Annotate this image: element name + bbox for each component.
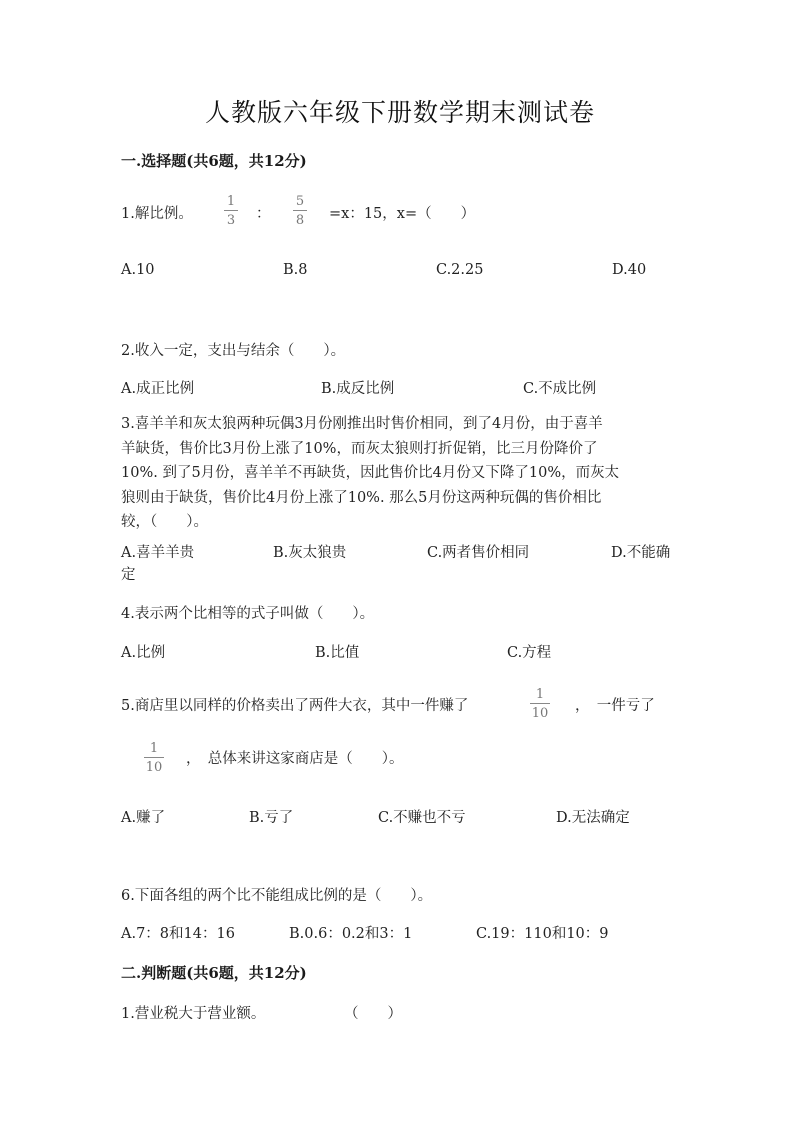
q5-option-a[interactable]: A.赚了 [121, 810, 166, 826]
q2-option-c[interactable]: C.不成比例 [523, 381, 597, 397]
fraction-numerator: 1 [226, 194, 236, 209]
fraction-bar [530, 703, 550, 704]
q6-option-a[interactable]: A.7：8和14：16 [121, 926, 235, 942]
q3-option-d[interactable]: D.不能确 [611, 545, 671, 561]
q2-option-a[interactable]: A.成正比例 [121, 381, 195, 397]
q2-option-b[interactable]: B.成反比例 [321, 381, 395, 397]
fraction-denominator: 10 [145, 760, 163, 775]
q3-option-a[interactable]: A.喜羊羊贵 [121, 545, 195, 561]
fraction-five-eighths [293, 194, 307, 228]
q6-option-c[interactable]: C.19：110和10：9 [476, 926, 609, 942]
q1-option-b[interactable]: B.8 [283, 262, 308, 278]
question-3-line: 狼则由于缺货，售价比4月份上涨了10%. 那么5月份这两种玩偶的售价相比 [121, 489, 602, 506]
fraction-bar [293, 210, 307, 211]
question-3-line: 较，（ ）。 [121, 514, 208, 530]
ratio-colon: ： [256, 206, 271, 222]
question-2: 2.收入一定，支出与结余（ ）。 [121, 343, 346, 359]
answer-blank[interactable]: （ ） [344, 1006, 402, 1022]
question-5-suffix: ， 总体来讲这家商店是（ ）。 [186, 751, 404, 767]
section-heading-judgement: 二.判断题(共6题，共12分) [121, 964, 307, 982]
q1-option-a[interactable]: A.10 [121, 262, 155, 278]
question-3-line: 10%. 到了5月份，喜羊羊不再缺货，因此售价比4月份又下降了10%，而灰太 [121, 465, 620, 481]
question-4: 4.表示两个比相等的式子叫做（ ）。 [121, 606, 375, 622]
fraction-one-third [224, 194, 238, 228]
fraction-denominator: 8 [295, 213, 305, 228]
q3-option-b[interactable]: B.灰太狼贵 [273, 545, 347, 561]
q3-option-d-wrap: 定 [121, 567, 136, 583]
section-heading-choice: 一.选择题(共6题，共12分) [121, 152, 307, 170]
question-3-line: 羊缺货，售价比3月份上涨了10%，而灰太狼则打折促销，比三月份降价了 [121, 440, 598, 457]
q5-option-c[interactable]: C.不赚也不亏 [378, 810, 466, 826]
fraction-numerator: 5 [295, 194, 305, 209]
fraction-numerator: 1 [535, 687, 545, 702]
fraction-bar [144, 757, 164, 758]
q4-option-c[interactable]: C.方程 [507, 645, 552, 661]
q5-option-b[interactable]: B.亏了 [249, 810, 294, 826]
q1-option-d[interactable]: D.40 [612, 262, 647, 278]
q4-option-b[interactable]: B.比值 [315, 645, 360, 661]
question-6: 6.下面各组的两个比不能组成比例的是（ ）。 [121, 888, 433, 904]
q3-option-c[interactable]: C.两者售价相同 [427, 545, 530, 561]
question-3-line: 3.喜羊羊和灰太狼两种玩偶3月份刚推出时售价相同，到了4月份，由于喜羊 [121, 416, 603, 432]
question-3 [121, 412, 681, 535]
question-1-suffix: =x：15，x=（ ） [329, 206, 476, 222]
question-1-prefix: 1.解比例。 [121, 206, 193, 222]
fraction-one-tenth [530, 687, 550, 721]
q4-option-a[interactable]: A.比例 [121, 645, 166, 661]
fraction-numerator: 1 [149, 741, 159, 756]
q1-option-c[interactable]: C.2.25 [436, 262, 484, 278]
question-5-prefix: 5.商店里以同样的价格卖出了两件大衣，其中一件赚了 [121, 698, 469, 714]
fraction-denominator: 10 [531, 706, 549, 721]
q6-option-b[interactable]: B.0.6：0.2和3：1 [289, 926, 413, 942]
fraction-denominator: 3 [226, 213, 236, 228]
page-title: 人教版六年级下册数学期末测试卷 [204, 98, 595, 127]
fraction-one-tenth [144, 741, 164, 775]
question-5-middle: ， 一件亏了 [575, 698, 655, 714]
judgement-question-1: 1.营业税大于营业额。 [121, 1006, 266, 1022]
fraction-bar [224, 210, 238, 211]
q5-option-d[interactable]: D.无法确定 [556, 810, 630, 826]
